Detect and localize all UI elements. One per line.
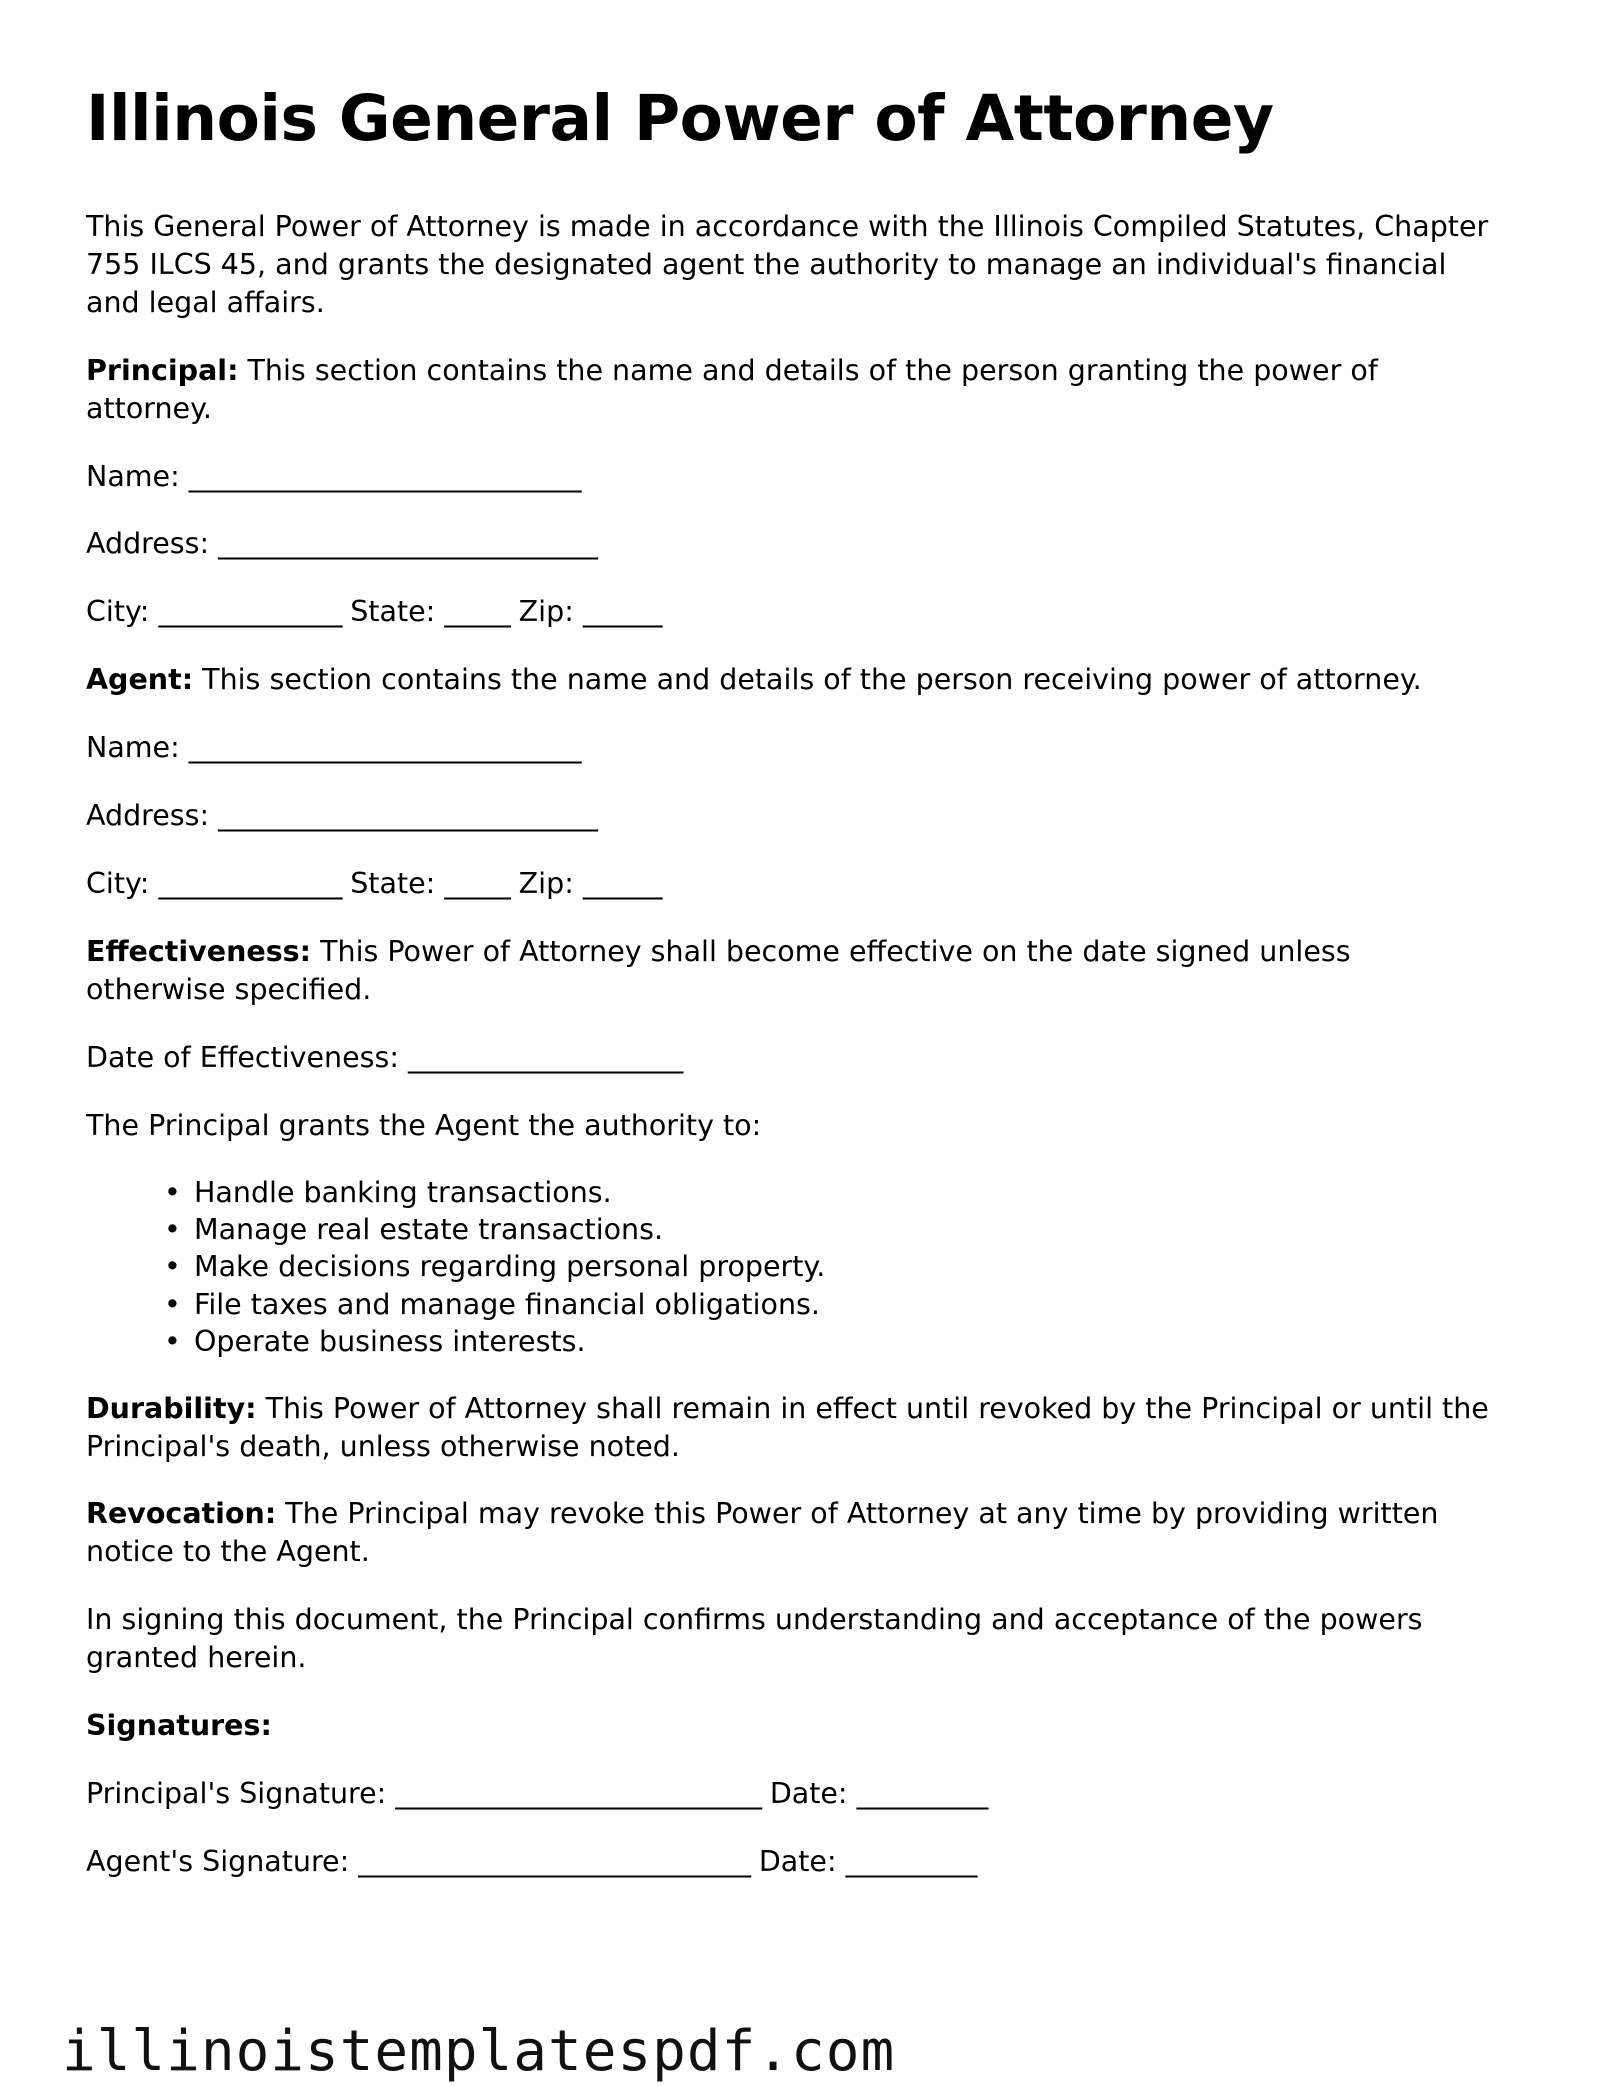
agent-zip-blank[interactable]: ______ (582, 866, 662, 900)
agent-address-label: Address: (86, 799, 210, 833)
principal-signature-label: Principal's Signature: (86, 1776, 387, 1810)
site-watermark: illinoistemplatespdf.com (62, 2019, 896, 2084)
authority-list (86, 1174, 1512, 1359)
principal-city-state-zip-field (86, 593, 1512, 631)
agent-signature-date-blank[interactable]: __________ (845, 1844, 977, 1878)
list-item-label: Manage real estate transactions. (194, 1213, 664, 1247)
effectiveness-description-text: This Power of Attorney shall become effective on the date signed unless otherwise specified. (86, 934, 1351, 1006)
durability-section-description (86, 1390, 1496, 1466)
agent-state-blank[interactable]: _____ (444, 866, 510, 900)
bullet-icon: • (164, 1176, 181, 1210)
agent-signature-blank[interactable]: ______________________________ (358, 1844, 750, 1878)
agent-address-blank[interactable]: _____________________________ (218, 799, 597, 833)
principal-zip-blank[interactable]: ______ (582, 595, 662, 629)
agent-state-label: State: (350, 866, 436, 900)
page-title: Illinois General Power of Attorney (86, 82, 1274, 155)
principal-signature-field (86, 1775, 1512, 1813)
agent-name-blank[interactable]: ______________________________ (188, 731, 581, 765)
agent-section-description (86, 661, 1496, 699)
date-of-effectiveness-field (86, 1039, 1512, 1077)
agent-city-label: City: (86, 866, 150, 900)
agent-signature-field (86, 1843, 1512, 1881)
principal-city-blank[interactable]: ______________ (158, 595, 342, 629)
principal-zip-label: Zip: (518, 595, 574, 629)
principal-name-field (86, 458, 1512, 496)
effectiveness-label: Effectiveness: (86, 934, 312, 968)
principal-description-text: This section contains the name and details of the person granting the power of attorney. (86, 353, 1378, 425)
agent-description-text: This section contains the name and details of the person receiving power of attorney. (193, 663, 1422, 697)
agent-address-field (86, 797, 1512, 835)
durability-description-text: This Power of Attorney shall remain in effect until revoked by the Principal or until the Principal's death, unless otherwise noted. (86, 1391, 1489, 1463)
principal-label: Principal: (86, 353, 239, 387)
agent-zip-label: Zip: (518, 866, 574, 900)
list-item-label: Make decisions regarding personal property. (194, 1250, 826, 1284)
bullet-icon: • (164, 1213, 181, 1247)
list-item (164, 1248, 1512, 1285)
list-item-label: Operate business interests. (194, 1324, 586, 1358)
bullet-icon: • (164, 1324, 181, 1358)
effectiveness-section-description (86, 933, 1496, 1009)
principal-address-field (86, 525, 1512, 563)
date-of-effectiveness-label: Date of Effectiveness: (86, 1040, 399, 1074)
revocation-section-description (86, 1495, 1496, 1571)
confirmation-paragraph: In signing this document, the Principal confirms understanding and acceptance of the powers granted herein. (86, 1603, 1423, 1675)
list-item-label: Handle banking transactions. (194, 1176, 612, 1210)
principal-name-label: Name: (86, 459, 180, 493)
agent-name-label: Name: (86, 731, 180, 765)
principal-state-blank[interactable]: _____ (444, 595, 510, 629)
agent-signature-date-label: Date: (758, 1844, 837, 1878)
principal-name-blank[interactable]: ______________________________ (188, 459, 581, 493)
list-item-label: File taxes and manage financial obligations. (194, 1287, 820, 1321)
date-of-effectiveness-blank[interactable]: _____________________ (408, 1040, 683, 1074)
agent-city-blank[interactable]: ______________ (158, 866, 342, 900)
signatures-heading: Signatures: (86, 1708, 272, 1742)
agent-name-field (86, 729, 1512, 767)
principal-signature-date-blank[interactable]: __________ (856, 1776, 988, 1810)
principal-address-label: Address: (86, 527, 210, 561)
agent-city-state-zip-field (86, 865, 1512, 903)
authority-intro: The Principal grants the Agent the authority to: (86, 1108, 762, 1142)
agent-signature-label: Agent's Signature: (86, 1844, 350, 1878)
principal-state-label: State: (350, 595, 436, 629)
principal-signature-blank[interactable]: ____________________________ (395, 1776, 761, 1810)
agent-label: Agent: (86, 663, 194, 697)
principal-address-blank[interactable]: _____________________________ (218, 527, 597, 561)
principal-section-description (86, 352, 1496, 428)
list-item (164, 1286, 1512, 1323)
intro-paragraph: This General Power of Attorney is made in accordance with the Illinois Compiled Statutes, Chapter 755 ILCS 45, and grants the designated agent the authority to manage an individual's financial and legal affairs. (86, 210, 1489, 319)
list-item (164, 1211, 1512, 1248)
bullet-icon: • (164, 1250, 181, 1284)
bullet-icon: • (164, 1287, 181, 1321)
list-item (164, 1323, 1512, 1360)
durability-label: Durability: (86, 1391, 257, 1425)
revocation-label: Revocation: (86, 1497, 277, 1531)
revocation-description-text: The Principal may revoke this Power of Attorney at any time by providing written notice to the Agent. (86, 1497, 1439, 1569)
principal-signature-date-label: Date: (769, 1776, 848, 1810)
list-item (164, 1174, 1512, 1211)
principal-city-label: City: (86, 595, 150, 629)
